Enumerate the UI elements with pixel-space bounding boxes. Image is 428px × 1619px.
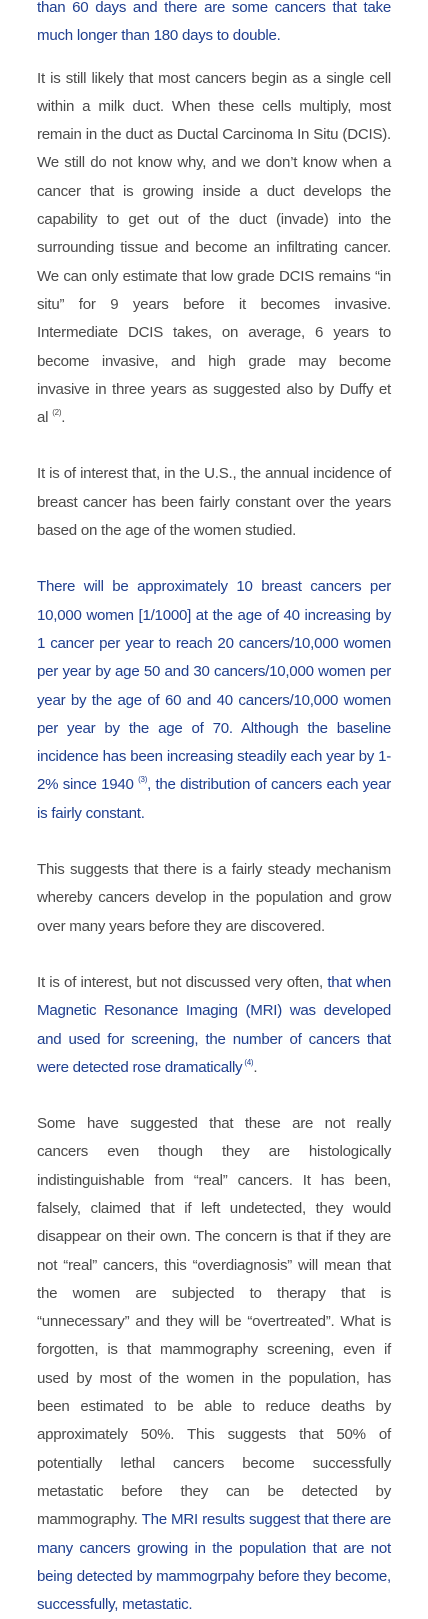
citation-4: (4) <box>242 1057 254 1067</box>
paragraph-doubling-time <box>37 0 391 51</box>
text-segment: There will be approximately 10 breast cancers per 10,000 women [1/1000] at the age of 40 increasing by 1 cancer per year to reach 20 cancers/10,000 women per year by age 50 and 30 cancers/10,000 women per year by the age of 60 and 40 cancers/10,000 women per year by the age of 70. Although the baseline incidence has been increasing steadily each year by 1-2% since 1940 <box>37 578 391 794</box>
text-segment: The MRI results suggest that there are many cancers growing in the population that are not being detected by mammogrpahy before they become, successfully, metastatic. <box>37 1511 391 1614</box>
paragraph-dcis <box>37 65 391 433</box>
text-segment: , the distribution of cancers each year is fairly constant. <box>37 776 391 822</box>
text-segment: It is still likely that most cancers begin as a single cell within a milk duct. When these cells multiply, most remain in the duct as Ductal Carcinoma In Situ (DCIS). We still do not know why, and we don’t know when a cancer that is growing inside a duct develops the capability to get out of the duct (invade) into the surrounding tissue and become an infiltrating cancer. We can only estimate that low grade DCIS remains “in situ” for 9 years before it becomes invasive. Intermediate DCIS takes, on average, 6 years to become invasive, and high grade may become invasive in three years as suggested also by Duffy et al <box>37 69 391 427</box>
citation-2: (2) <box>52 408 62 418</box>
text-segment: It is of interest, but not discussed very often, <box>37 973 328 991</box>
paragraph-incidence-by-age <box>37 573 391 828</box>
text-segment: This suggests that there is a fairly steady mechanism whereby cancers develop in the population and grow over many years before they are discovered. <box>37 861 391 935</box>
text-segment: . <box>253 1058 258 1076</box>
text-segment: than 60 days and there are some cancers that take much longer than 180 days to double. <box>37 0 391 45</box>
text-segment: . <box>61 409 66 427</box>
text-segment: that when Magnetic Resonance Imaging (MRI) was developed and used for screening, the number of cancers that were detected rose dramatically <box>37 973 391 1076</box>
text-segment: Some have suggested that these are not really cancers even though they are histologically indistinguishable from “real” cancers. It has been, falsely, claimed that if left undetected, they would disappear on their own. The concern is that if they are not “real” cancers, this “overdiagnosis” will mean that the women are subjected to therapy that is “unnecessary” and they will be “overtreated”. What is forgotten, is that mammography screening, even if used by most of the women in the population, has been estimated to be able to reduce deaths by approximately 50%. This suggests that 50% of potentially lethal cancers become successfully metastatic before they can be detected by mammography. <box>37 1115 391 1529</box>
text-segment: It is of interest that, in the U.S., the annual incidence of breast cancer has been fairly constant over the years based on the age of the women studied. <box>37 465 391 540</box>
paragraph-overdiagnosis <box>37 1110 391 1619</box>
paragraph-steady-mechanism <box>37 856 391 941</box>
citation-3: (3) <box>138 775 148 785</box>
article-body <box>37 0 391 1619</box>
paragraph-mri <box>37 969 391 1082</box>
paragraph-annual-incidence <box>37 460 391 545</box>
